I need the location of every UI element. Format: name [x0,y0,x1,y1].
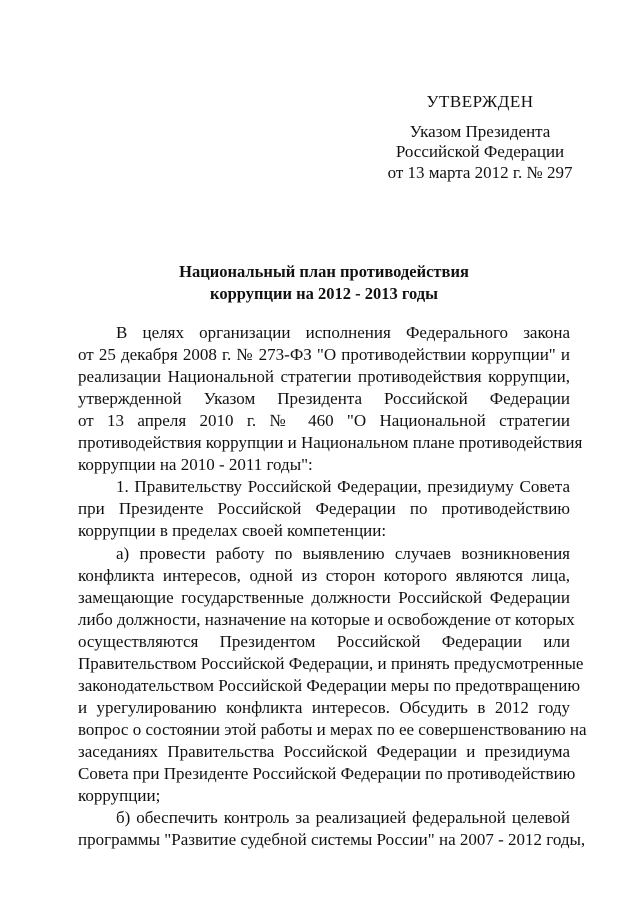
body-line: конфликта интересов, одной из сторон которого являются лица, [78,565,570,585]
document-title-line-1: Национальный план противодействия [179,262,469,281]
decree-line-2: Российской Федерации [395,142,565,161]
body-line: осуществляются Президентом Российской Федерации или [78,631,570,651]
body-line: от 13 апреля 2010 г. № 460 "О Национальной стратегии [78,411,570,431]
body-line: реализации Национальной стратегии противодействия коррупции, [78,367,570,387]
body-line: коррупции на 2010 - 2011 годы": [78,455,313,475]
body-line: заседаниях Правительства Российской Федерации и президиума [78,741,570,761]
body-line: б) обеспечить контроль за реализацией федеральной целевой [116,808,570,828]
body-line: утвержденной Указом Президента Российской Федерации [78,389,570,409]
body-line: 1. Правительству Российской Федерации, президиуму Совета [116,477,570,497]
body-line: законодательством Российской Федерации меры по предотвращению [78,675,581,695]
body-line: противодействия коррупции и Национальном плане противодействия [78,433,583,453]
body-line: коррупции в пределах своей компетенции: [78,521,387,541]
body-line: коррупции; [78,786,161,806]
body-line: В целях организации исполнения Федерального закона [116,323,570,342]
document-title-line-2: коррупции на 2012 - 2013 годы [210,284,438,303]
body-line: а) провести работу по выявлению случаев возникновения [116,543,570,563]
body-line: Совета при Президенте Российской Федерации по противодействию [78,764,576,783]
approved-heading: УТВЕРЖДЕН [426,92,534,111]
body-line: либо должности, назначение на которые и освобождение от которых [78,609,575,629]
decree-line-1: Указом Президента [409,122,551,141]
body-line: при Президенте Российской Федерации по противодействию [78,499,570,519]
body-line: вопрос о состоянии этой работы и мерах по ее совершенствованию на [78,719,587,739]
decree-line-3: от 13 марта 2012 г. № 297 [387,163,573,182]
body-line: и урегулированию конфликта интересов. Обсудить в 2012 году [78,697,570,717]
body-line: Правительством Российской Федерации, и принять предусмотренные [78,653,584,673]
body-line: от 25 декабря 2008 г. № 273-ФЗ "О противодействии коррупции" и [78,345,570,365]
body-line: замещающие государственные должности Российской Федерации [78,587,570,607]
body-line: программы "Развитие судебной системы России" на 2007 - 2012 годы, [78,830,586,850]
